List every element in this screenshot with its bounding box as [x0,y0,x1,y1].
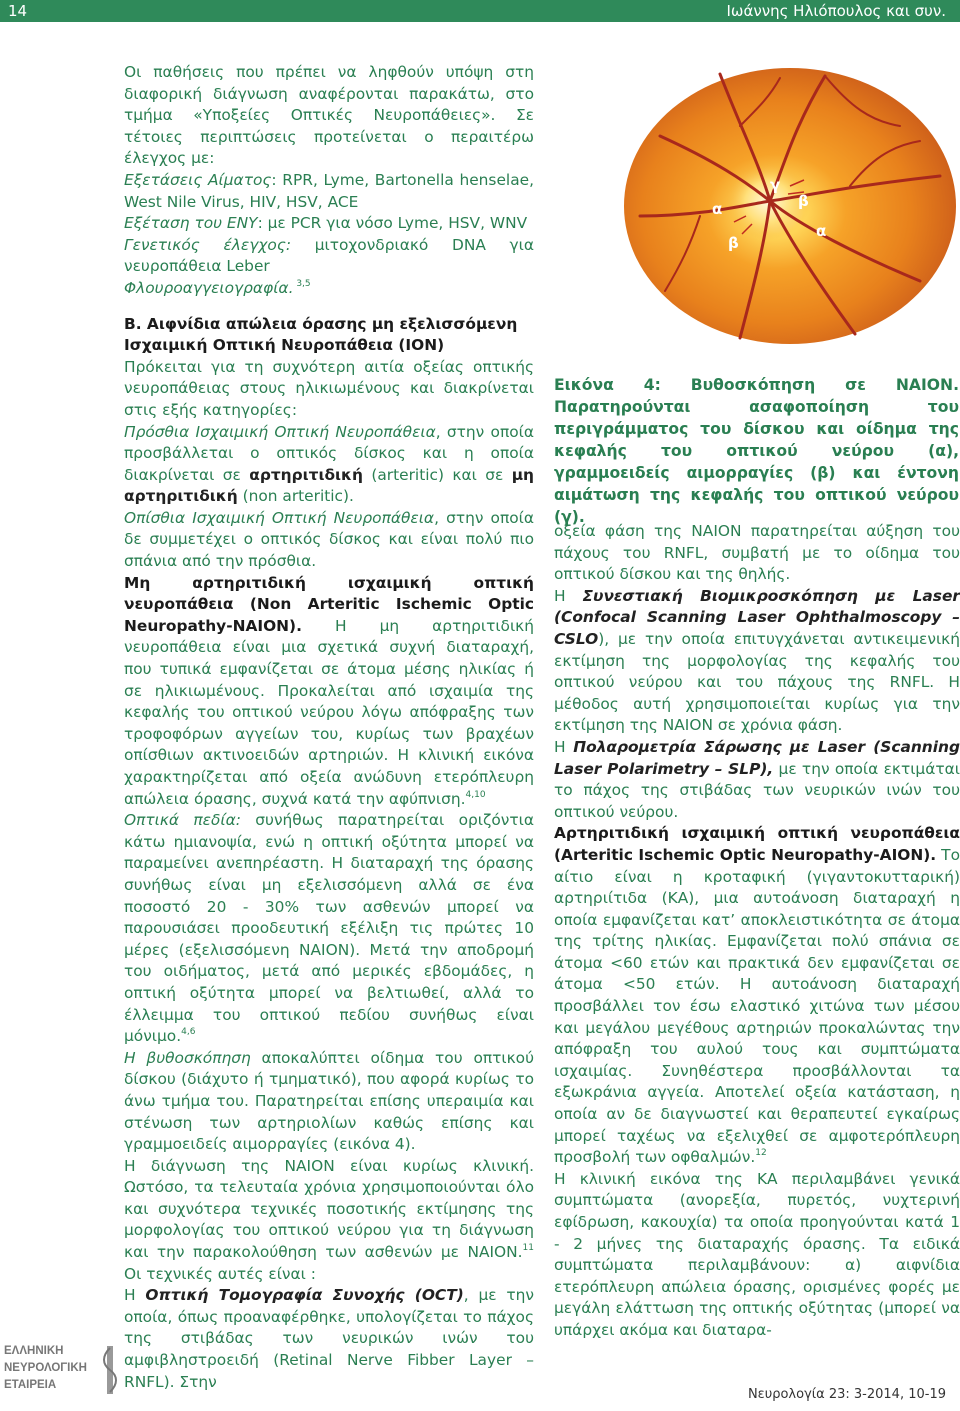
posterior-paragraph [124,508,534,573]
genetic-test-label: Γενετικός έλεγχος: [124,235,292,254]
fluoro-label: Φλουροαγγειογραφία. [124,278,294,297]
cslo-pre: Η [554,586,583,605]
fields-paragraph [124,810,534,1048]
cslo-text: ), με την οποία επιτυγχάνεται αντικειμενική εκτίμηση της μορφολογίας της κεφαλής του οπτικού νεύρου και του πάχους της RNFL. Η μέθοδος αυτή χρησιμοποιείται κυρίως για την εκτίμηση της NAION σε χρόνια φάση. [554,629,960,735]
fundus-paragraph [124,1048,534,1156]
figure-label-beta-right: β [798,192,809,210]
naion-paragraph [124,573,534,811]
aion-paragraph [554,823,960,1169]
logo-emblem-icon [100,1342,120,1398]
intro-csf-test [124,213,534,235]
section-b-heading: Β. Αιφνίδια απώλεια όρασης μη εξελισσόμενη Ισχαιμική Οπτική Νευροπάθεια (ΙΟΝ) [124,314,518,355]
blood-test-text: : RPR, Lyme, Bartonella henselae, West Nile Virus, HIV, HSV, ACE [124,170,534,211]
posterior-text: , στην οποία δε συμμετέχει ο οπτικός δίσκος και είναι πολύ πιο σπάνια από την πρόσθια. [124,508,534,571]
figure-label-beta-left: β [728,234,739,252]
fields-ref: 4,6 [181,1027,196,1038]
fundus-figure [620,66,956,344]
slp-text: με την οποία εκτιμάται το πάχος της στιβάδας των νευρικών ινών του οπτικού νεύρου. [554,759,960,821]
aion-text: Το αίτιο είναι η κροταφική (γιγαντοκυτταρική) αρτηριίτιδα (ΚΑ), μια αυτοάνοση διαταραχή η οποία εμφανίζεται κατ’ αποκλειστικότητα σε άτομα της τρίτης ηλικίας. Εμφανίζεται πολύ σπάνια σε άτομα <60 ετών και πρακτικά δεν εμφανίζεται σε άτομα <50 ετών. Η αυτοάνοση διαταραχή προσβάλλει τον έσω ελαστικό χιτώνα των μέσου και μεγάλου μεγέθους αρτηριών προκαλώντας την απόφραξη του αυλού τους και συμπτώματα ισχαιμίας. Συνηθέστερα προσβάλλονται τα εξωκράνια αγγεία. Αποτελεί οξεία κατάσταση, η οποία αν δε διαγνωστεί και θεραπευτεί εγκαίρως μπορεί ταχέως να εξελιχθεί σε αμφοτερόπλευρη προσβολή των οφθαλμών. [554,845,960,1167]
logo-line-2: ΝΕΥΡΟΛΟΓΙΚΗ [4,1362,87,1374]
intro-lead: Οι παθήσεις που πρέπει να ληφθούν υπόψη στη διαφορική διάγνωση αναφέρονται παρακάτω, στο τμήμα «Υποξείες Οπτικές Νευροπάθειες». Σε τέτοιες περιπτώσεις προτείνεται ο περαιτέρω έλεγχος με: [124,63,534,168]
page-number: 14 [8,2,28,20]
genetic-test-text: μιτοχονδριακό DNA για νευροπάθεια Leber [124,235,534,276]
oct-label: Οπτική Τομογραφία Συνοχής (OCT) [145,1286,464,1305]
intro-blood-test [124,170,534,213]
csf-test-text: : με PCR για νόσο Lyme, HSV, WNV [257,214,528,233]
oct-text: , με την οποία, όπως προαναφέρθηκε, υπολογίζεται το πάχος της στιβάδας των νευρικών ινών του αμφιβληστροειδή (Retinal Nerve Fibber Layer – RNFL). Στην [124,1286,535,1391]
slp-label: Πολαρομετρία Σάρωσης με Laser (Scanning Laser Polarimetry – SLP), [554,737,960,778]
society-logo [4,1340,124,1404]
intro-fluoro [124,278,534,300]
fundus-image [620,66,956,344]
posterior-label: Οπίσθια Ισχαιμική Οπτική Νευροπάθεια [124,508,435,527]
figure-label-alpha-left: α [712,200,723,218]
logo-line-3: ΕΤΑΙΡΕΙΑ [4,1379,57,1391]
blood-test-label: Εξετάσεις Αίματος [124,170,272,189]
section-b-green [124,357,534,573]
figure-caption: Εικόνα 4: Βυθοσκόπηση σε NAION. Παρατηρούνται ασαφοποίηση του περιγράμματος του δίσκου και οίδημα της κεφαλής του οπτικού νεύρου (α), γραμμοειδείς αιμορραγίες (β) και έντονη αιμάτωση της κεφαλής του οπτικού νεύρου (γ). [554,375,959,526]
aion-ref: 12 [755,1148,767,1159]
fundus-label: Η βυθοσκόπηση [124,1048,251,1067]
anterior-label: Πρόσθια Ισχαιμική Οπτική Νευροπάθεια [124,422,436,441]
left-column [124,62,534,1393]
clinical-paragraph: Η κλινική εικόνα της ΚΑ περιλαμβάνει γενικά συμπτώματα (ανορεξία, πυρετός, νυχτερινή εφίδρωση, κακουχία) τα οποία προηγούνται κατά 1 - 2 μήνες της διαταραχής όρασης. Τα ειδικά συμπτώματα περιλαμβάνουν: α) αιφνίδια ετερόπλευρη απώλεια όρασης, ορισμένες φορές με μεγάλη ελάττωση της οπτικής οξύτητας (μπορεί να υπάρχει ακόμα και διαταρα- [554,1169,960,1339]
arteritic-text: (arteritic) και σε [362,465,512,484]
fundus-text: αποκαλύπτει οίδημα του οπτικού δίσκου (διάχυτο ή τμηματικό), που αφορά κυρίως το άνω τμήμα του. Παρατηρείται επίσης υπεραιμία και στένωση των αρτηριολίων καθώς επίσης και γραμμοειδείς αιμορραγίες (εικόνα 4). [124,1048,534,1154]
oct-pre: Η [124,1286,146,1305]
logo-text [4,1343,96,1394]
naion-text: Η μη αρτηριτιδική νευροπάθεια είναι μια σχετικά συχνή διαταραχή, που τυπικά εμφανίζεται σε άτομα μέσης ηλικίας ή σε ηλικιωμένους. Προκαλείται από ισχαιμία της κεφαλής του οπτικού νεύρου λόγω απόφραξης των τροφοφόρων αγγείων του, κυρίως των βραχέων οπίσθιων ακτινοειδών αρτηριών. Η κλινική εικόνα χαρακτηρίζεται από οξεία ανώδυνη ετερόπλευρη απώλεια όρασης, συχνά κατά την αφύπνιση. [124,616,534,808]
diagnosis-paragraph [124,1156,534,1286]
intro-block [124,62,534,300]
anterior-paragraph [124,422,534,508]
figure-label-alpha-right: α [816,222,827,240]
fields-label: Οπτικά πεδία: [124,811,241,830]
fluoro-ref: 3,5 [293,278,311,289]
naion-ref: 4,10 [465,789,486,800]
cslo-label: Συνεστιακή Βιομικροσκόπηση με Laser (Confocal Scanning Laser Ophthalmoscopy – CSLO [554,586,960,648]
right-p1: οξεία φάση της NAION παρατηρείται αύξηση του πάχους του RNFL, συμβατή με το οίδημα του οπτικού δίσκου και της θηλής. [554,522,960,584]
aion-heading: Αρτηριτιδική ισχαιμική οπτική νευροπάθεια (Arteritic Ischemic Optic Neuropathy-AION). [554,824,960,864]
running-head: Ιωάννης Ηλιόπουλος και συν. [726,2,946,20]
section-b-intro: Πρόκειται για τη συχνότερη αιτία οξείας οπτικής νευροπάθειας στους ηλικιωμένους και διακρίνεται στις εξής κατηγορίες: [124,357,534,419]
header-bar [0,0,960,22]
diagnosis-ref: 11 [522,1243,534,1254]
naion-heading: Μη αρτηριτιδική ισχαιμική οπτική νευροπάθεια (Non Arteritic Ischemic Optic Neuropathy-NAION). [124,573,534,635]
slp-pre: Η [554,737,574,756]
fields-text: συνήθως παρατηρείται οριζόντια κάτω ημιανοψία, ενώ η οπτική οξύτητα μπορεί να παραμείνει ανεπηρέαστη. Η διαταραχή της όρασης συνήθως είναι μη εξελισσόμενη αλλά σε ένα ποσοστό 20 - 30% των ασθενών μπορεί να παρουσιάσει προοδευτική εξέλιξη τις πρώτες 10 μέρες (εξελισσόμενη NAION). Μετά την αποδρομή του οιδήματος, μετά από μερικές εβδομάδες, η οπτική οξύτητα μπορεί να βελτιωθεί, αλλά το έλλειμμα του οπτικού πεδίου συνήθως είναι μόνιμο. [124,811,534,1046]
anterior-text: , στην οποία προσβάλλεται ο οπτικός δίσκος και η οποία διακρίνεται σε [124,422,534,484]
figure-label-gamma: γ [770,176,781,194]
csf-test-label: Εξέταση του ΕΝΥ [124,214,258,233]
slp-paragraph [554,737,960,823]
right-column [554,521,960,1342]
oct-paragraph [124,1285,534,1393]
footer-citation: Νευρολογία 23: 3-2014, 10-19 [747,1387,946,1402]
diagnosis-tail: Οι τεχνικές αυτές είναι : [124,1264,316,1283]
non-arteritic-text: (non arteritic). [237,487,354,506]
intro-genetic-test [124,235,534,278]
diagnosis-text: Η διάγνωση της NAION είναι κυρίως κλινική. Ωστόσο, τα τελευταία χρόνια χρησιμοποιούνται όλο και συχνότερα τεχνικές ποσοτικής εκτίμησης της μορφολογίας του οπτικού νεύρου για τη διάγνωση και την παρακολούθηση των ασθενών με NAION. [124,1156,534,1262]
arteritic-term: αρτηριτιδική [249,465,363,484]
non-arteritic-term: μη αρτηριτιδική [124,465,534,506]
logo-line-1: ΕΛΛΗΝΙΚΗ [4,1345,64,1357]
cslo-paragraph [554,586,960,737]
